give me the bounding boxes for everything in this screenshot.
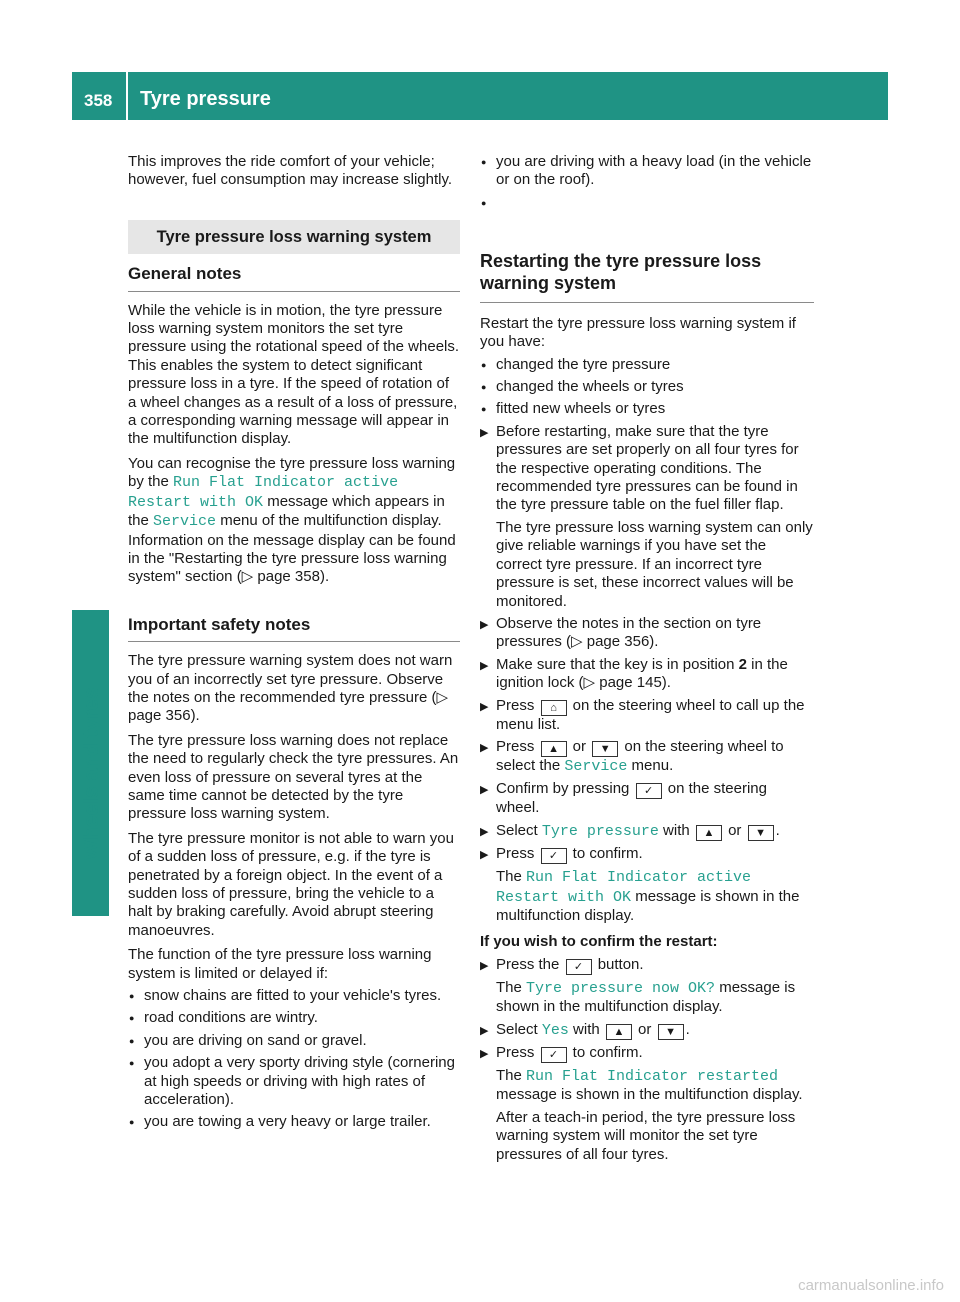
message-code-tyre-pressure: Tyre pressure [541, 822, 659, 840]
text: on the steering wheel to select the [496, 737, 784, 774]
safety-notes-p3: The tyre pressure monitor is not able to warn you of a sudden loss of pressure, e.g. if the tyre is penetrated by a foreign object. In the event of a sudden loss of pressure, bring the vehicle to a halt by braking carefully. Avoid abrupt steering manoeuvres. [128, 829, 454, 939]
safety-notes-p1: The tyre pressure warning system does not warn you of an incorrectly set tyre pressure. Observe the notes on the recommended tyre pressure (▷ page 356). [128, 652, 453, 725]
text: or [723, 821, 746, 839]
step-8 [480, 845, 814, 925]
text: in the ignition lock (▷ page 145). [496, 655, 788, 692]
right-column [480, 153, 814, 1164]
side-tab-label: Wheels and tyres [80, 687, 103, 860]
step-11-note-2: After a teach-in period, the tyre pressure loss warning system will monitor the set tyre pressures of all four tyres. [496, 1108, 796, 1163]
text: . [775, 821, 780, 839]
step-9-text [496, 956, 814, 975]
step-9-note [496, 979, 814, 1017]
step-8-note [496, 868, 814, 925]
text: . [685, 1020, 690, 1038]
page-title: Tyre pressure [140, 88, 271, 110]
general-notes-heading: General notes [128, 254, 460, 291]
list-item: ● you are driving with a heavy load (in the vehicle or on the roof). [480, 153, 814, 190]
text: Press [496, 1044, 539, 1061]
step-10 [480, 1021, 814, 1040]
list-item: ● road conditions are wintry. [128, 1009, 460, 1027]
text: Select [496, 821, 542, 839]
step-7 [480, 822, 814, 841]
message-code-run-flat: Run Flat Indicator active Restart with OK [128, 474, 399, 511]
restart-intro: Restart the tyre pressure loss warning system if you have: [480, 314, 796, 351]
up-key-icon: ▲ [696, 825, 722, 841]
message-code-restarted: Run Flat Indicator restarted [526, 1068, 779, 1085]
safety-notes-p4: The function of the tyre pressure loss warning system is limited or delayed if: [128, 946, 432, 982]
text: on the steering wheel to call up the menu list. [496, 696, 805, 733]
step-11-note [496, 1067, 814, 1105]
key-position: 2 [738, 655, 747, 673]
text: Press [496, 696, 539, 714]
text: message is shown in the multifunction display. [496, 887, 800, 924]
step-9 [480, 956, 814, 1017]
step-6 [480, 780, 814, 817]
up-key-icon: ▲ [541, 741, 567, 757]
text: or [633, 1020, 656, 1038]
list-item: ● snow chains are fitted to your vehicle's tyres. [128, 987, 460, 1005]
step-11 [480, 1044, 814, 1164]
step-1-note: The tyre pressure loss warning system can only give reliable warnings if you have set the correct tyre pressure. If an incorrect tyre pressure is set, these incorrect values will be monitored. [496, 518, 813, 610]
message-code-yes: Yes [541, 1021, 569, 1039]
text: Press [496, 737, 539, 755]
step-1 [480, 423, 814, 611]
text: message is shown in the multifunction display. [496, 978, 796, 1016]
text: to confirm. [568, 845, 643, 863]
list-item: ● you are towing a very heavy or large trailer. [128, 1113, 460, 1131]
list-item [480, 194, 814, 212]
step-5 [480, 738, 814, 776]
ok-key-icon: ✓ [636, 783, 662, 799]
home-key-icon: ⌂ [541, 700, 567, 716]
safety-notes-heading: Important safety notes [128, 605, 460, 642]
down-key-icon: ▼ [748, 825, 774, 841]
page-number: 358 [84, 91, 113, 110]
step-8-text [496, 845, 814, 864]
down-key-icon: ▼ [592, 741, 618, 757]
text: You can recognise the tyre pressure loss warning by the [128, 454, 456, 491]
step-11-text [496, 1044, 814, 1063]
general-notes-p2 [128, 455, 460, 587]
ok-key-icon: ✓ [541, 848, 567, 864]
text: button. [593, 955, 644, 973]
text: with [658, 821, 694, 839]
message-code-service: Service [564, 757, 628, 775]
ok-key-icon: ✓ [566, 959, 592, 975]
down-key-icon: ▼ [658, 1024, 684, 1040]
message-code-run-flat: Run Flat Indicator active Restart with OK [496, 869, 752, 906]
section-title: Tyre pressure loss warning system [128, 220, 460, 254]
text: menu. [627, 756, 674, 774]
watermark: carmanualsonline.info [798, 1277, 944, 1294]
text: Press [496, 845, 539, 863]
step-3 [480, 656, 814, 693]
text: message which appears in the [128, 492, 445, 530]
left-column [128, 153, 460, 1132]
header-bar [72, 72, 888, 120]
safety-notes-p2: The tyre pressure loss warning does not replace the need to regularly check the tyre pressures. An even loss of pressure on several tyres at the same time cannot be detected by the tyre pressure loss warning system. [128, 731, 459, 823]
header-divider [126, 72, 128, 120]
text: Select [496, 1020, 542, 1038]
step-4 [480, 697, 814, 734]
text: with [568, 1020, 604, 1038]
confirm-heading: If you wish to confirm the restart: [480, 933, 718, 951]
intro-paragraph: This improves the ride comfort of your vehicle; however, fuel consumption may increase slightly. [128, 153, 453, 189]
list-item: ● fitted new wheels or tyres [480, 400, 814, 418]
text: message is shown in the multifunction display. [496, 1086, 803, 1104]
text: menu of the multifunction display. Information on the message display can be found in the "Restarting the tyre pressure loss warning system" section (▷ page 358). [128, 512, 456, 586]
general-notes-p1: While the vehicle is in motion, the tyre pressure loss warning system monitors the set tyre pressure using the rotational speed of the wheels. This enables the system to detect significant pressure loss in a tyre. If the speed of rotation of a wheel changes as a result of a loss of pressure, a corresponding warning message will appear in the multifunction display. [128, 301, 460, 448]
text: The [496, 978, 527, 996]
message-code-tyre-ok: Tyre pressure now OK? [526, 979, 716, 997]
text: to confirm. [568, 1044, 643, 1061]
restart-heading: Restarting the tyre pressure loss warning system [480, 244, 814, 303]
text: on the steering wheel. [496, 780, 767, 817]
up-key-icon: ▲ [606, 1024, 632, 1040]
text: Press the [496, 955, 564, 973]
text: or [568, 737, 591, 755]
message-code-service: Service [153, 513, 217, 531]
text: Confirm by pressing [496, 780, 634, 798]
ok-key-icon: ✓ [541, 1047, 567, 1063]
step-2: ▶ Observe the notes in the section on tyre pressures (▷ page 356). [480, 615, 814, 652]
text: Make sure that the key is in position [496, 655, 739, 673]
list-item: ● you adopt a very sporty driving style (cornering at high speeds or driving with high rates of acceleration). [128, 1054, 460, 1109]
step-1-text: ▶ Before restarting, make sure that the tyre pressures are set properly on all four tyres for the respective operating conditions. The recommended tyre pressures can be found in the tyre pressure table on the fuel filler flap. [496, 422, 799, 514]
list-item: ● you are driving on sand or gravel. [128, 1032, 460, 1050]
list-item: ● changed the tyre pressure [480, 356, 814, 374]
text: The [496, 1067, 527, 1084]
text: The [496, 868, 527, 886]
list-item: ● changed the wheels or tyres [480, 378, 814, 396]
